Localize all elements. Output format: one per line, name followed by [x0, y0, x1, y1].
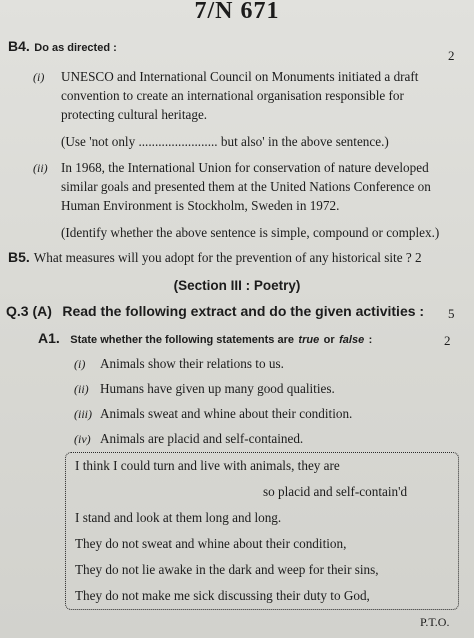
true-word: true [298, 334, 320, 346]
statement-roman: (iv) [74, 432, 91, 446]
statement-text: Humans have given up many good qualities. [100, 381, 335, 396]
instruction-colon: : [368, 334, 373, 346]
statement-text: Animals sweat and whine about their condition. [100, 406, 353, 421]
poem-line: They do not lie awake in the dark and weep for their sins, [75, 562, 379, 577]
marks-b4: 2 [448, 48, 455, 63]
statement-text: Animals are placid and self-contained. [100, 431, 304, 446]
item-line: convention to create an international organisation responsible for [61, 88, 404, 103]
question-text: What measures will you adopt for the prevention of any historical site ? 2 [33, 250, 422, 265]
poem-line: so placid and self-contain'd [263, 484, 408, 499]
statement-roman: (ii) [74, 382, 89, 396]
false-word: false [339, 334, 365, 346]
statement-roman: (iii) [74, 407, 92, 421]
item-line: In 1968, the International Union for conservation of nature developed [61, 160, 429, 175]
question-b5 [8, 249, 422, 267]
poem-extract-box [65, 452, 459, 610]
question-number: B5. [8, 249, 30, 265]
poem-line: They do not sweat and whine about their condition, [75, 536, 347, 551]
or-word: or [323, 334, 335, 346]
item-direction: (Identify whether the above sentence is simple, compound or complex.) [61, 225, 440, 240]
question-b4-header [8, 38, 117, 56]
activity-a1-header [38, 330, 372, 348]
item-line: UNESCO and International Council on Monuments initiated a draft [61, 69, 419, 84]
question-number: B4. [8, 38, 30, 54]
poem-line: I think I could turn and live with animals, they are [75, 458, 340, 473]
question-q3-header [6, 303, 424, 321]
marks-a1: 2 [444, 333, 451, 348]
poem-line: I stand and look at them long and long. [75, 510, 282, 525]
item-line: Human Environment is Stockholm, Sweden in 1972. [61, 198, 340, 213]
item-line: protecting cultural heritage. [61, 107, 208, 122]
pto-label: P.T.O. [420, 615, 450, 629]
marks-q3: 5 [448, 306, 455, 321]
question-instruction: Do as directed : [34, 42, 117, 54]
statement-text: Animals show their relations to us. [100, 356, 284, 371]
question-instruction: Read the following extract and do the given activities : [62, 303, 425, 319]
section-title: (Section III : Poetry) [173, 278, 301, 293]
item-roman: (i) [33, 70, 45, 84]
item-roman: (ii) [33, 161, 48, 175]
paper-code: 7/N 671 [194, 0, 280, 24]
question-number: Q.3 (A) [6, 303, 52, 319]
activity-number: A1. [38, 330, 60, 346]
item-line: similar goals and presented them at the United Nations Conference on [61, 179, 431, 194]
item-direction: (Use 'not only ........................ but also' in the above sentence.) [61, 134, 389, 149]
activity-instruction: State whether the following statements are [70, 334, 294, 346]
poem-line: They do not make me sick discussing their duty to God, [75, 588, 370, 603]
statement-roman: (i) [74, 357, 86, 371]
